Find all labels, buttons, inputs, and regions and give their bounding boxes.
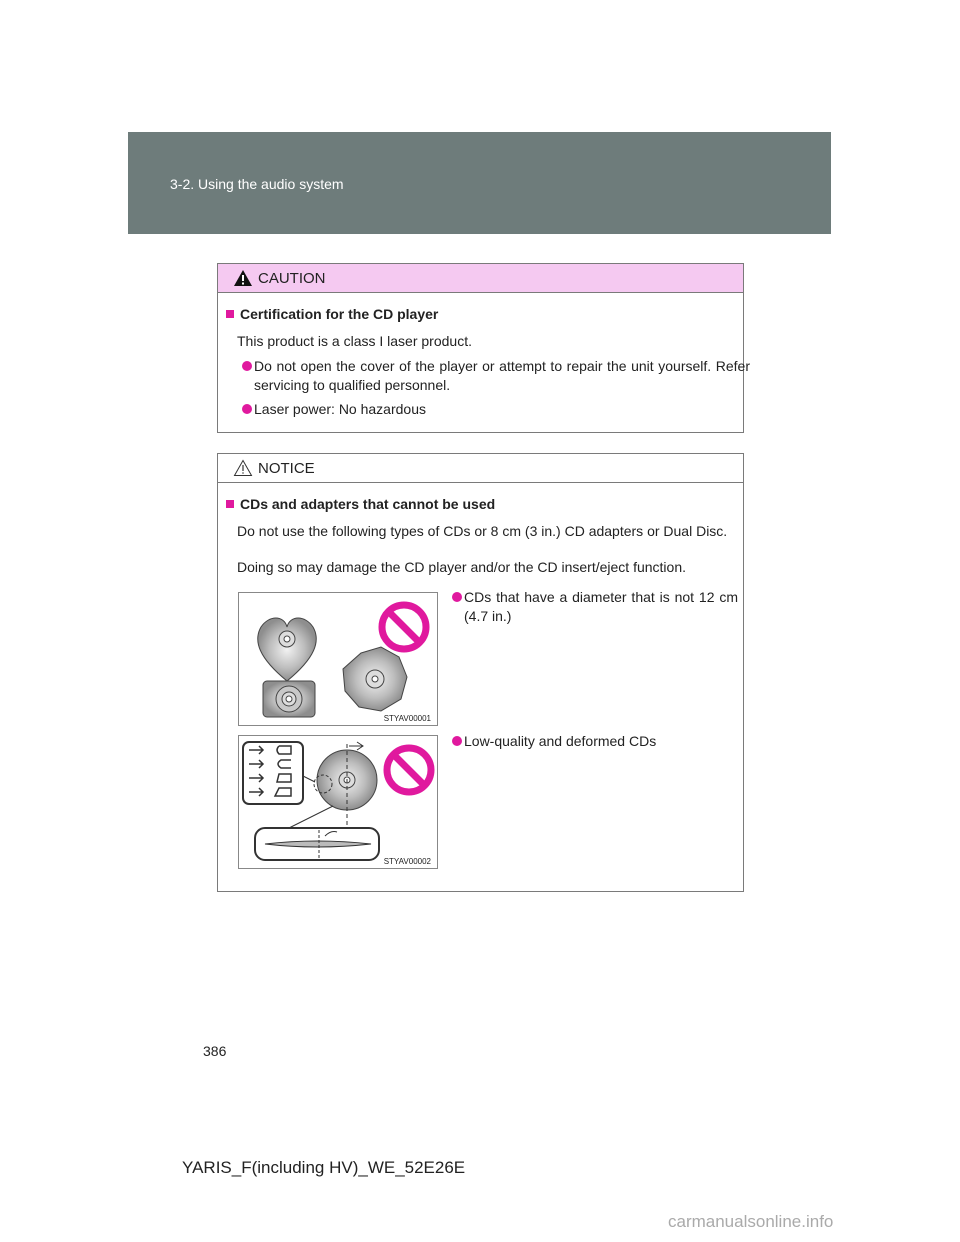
warning-icon	[233, 269, 253, 287]
page-number: 386	[203, 1043, 227, 1059]
section-title: 3-2. Using the audio system	[170, 176, 344, 192]
caution-title-bar	[218, 264, 743, 293]
bullet-dot-icon	[452, 736, 462, 746]
caution-box	[217, 263, 750, 433]
notice-heading: CDs and adapters that cannot be used	[226, 496, 495, 512]
bullet-dot-icon	[242, 404, 252, 414]
warning-outline-icon	[233, 459, 253, 477]
section-header	[128, 132, 831, 234]
notice-title: NOTICE	[258, 460, 315, 477]
caution-bullet: Do not open the cover of the player or attempt to repair the unit yourself. Refer servicing to qualified personnel.	[242, 357, 750, 395]
bullet-dot-icon	[452, 592, 462, 602]
notice-title-bar	[218, 454, 743, 483]
figure-code: STYAV00001	[383, 714, 431, 723]
watermark: carmanualsonline.info	[668, 1212, 834, 1231]
bullet-dot-icon	[242, 361, 252, 371]
square-bullet-icon	[226, 500, 234, 508]
caution-heading: Certification for the CD player	[226, 306, 438, 322]
notice-item: CDs that have a diameter that is not 12 cm (4.7 in.)	[452, 588, 738, 626]
caution-intro: This product is a class I laser product.	[237, 333, 472, 349]
odd-shaped-cds-illustration	[239, 593, 437, 725]
deformed-cds-illustration	[239, 736, 437, 868]
figure-deformed-cds	[238, 735, 438, 869]
notice-paragraph: Doing so may damage the CD player and/or the CD insert/eject function.	[237, 559, 687, 575]
notice-box	[217, 453, 744, 892]
figure-odd-shaped-cds	[238, 592, 438, 726]
document-footer: YARIS_F(including HV)_WE_52E26E	[182, 1158, 466, 1177]
notice-paragraph: Do not use the following types of CDs or 8 cm (3 in.) CD adapters or Dual Disc.	[237, 523, 728, 539]
square-bullet-icon	[226, 310, 234, 318]
caution-title: CAUTION	[258, 270, 326, 287]
figure-code: STYAV00002	[383, 857, 431, 866]
notice-item: Low-quality and deformed CDs	[452, 732, 738, 751]
caution-bullet: Laser power: No hazardous	[242, 400, 750, 419]
